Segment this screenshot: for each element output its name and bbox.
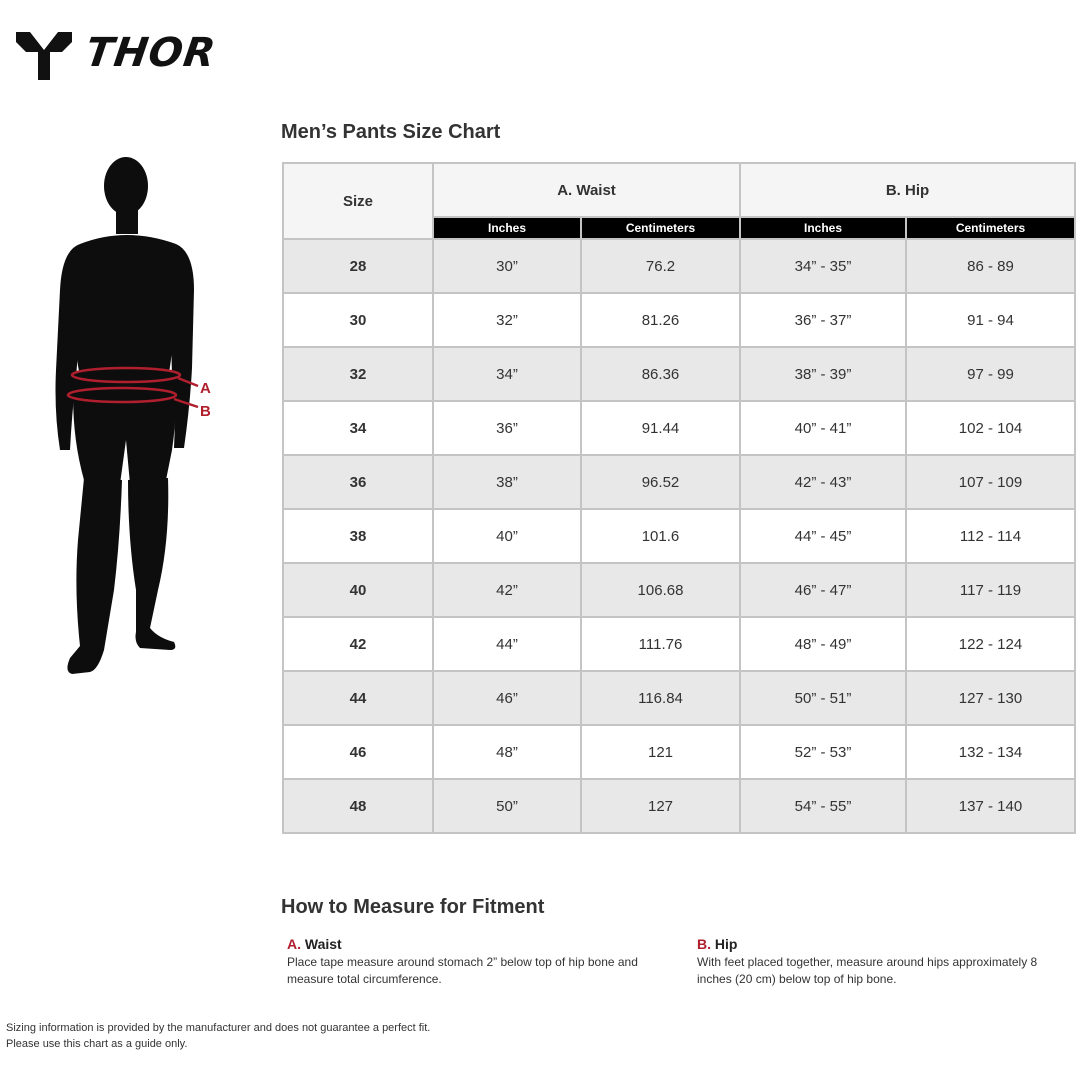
table-row	[283, 401, 1075, 455]
hip-cm-cell: 137 - 140	[906, 779, 1075, 833]
waist-name: Waist	[304, 936, 342, 952]
waist-inches-cell: 40”	[433, 509, 581, 563]
hip-cm-cell: 122 - 124	[906, 617, 1075, 671]
size-cell: 42	[283, 617, 433, 671]
waist-inches-cell: 48”	[433, 725, 581, 779]
hip-cm-cell: 102 - 104	[906, 401, 1075, 455]
hip-cm-cell: 112 - 114	[906, 509, 1075, 563]
waist-inches-cell: 50”	[433, 779, 581, 833]
waist-cm-cell: 111.76	[581, 617, 740, 671]
table-row	[283, 617, 1075, 671]
thor-logo	[14, 30, 219, 82]
waist-inches-cell: 42”	[433, 563, 581, 617]
header-waist: A. Waist	[433, 163, 740, 217]
hip-inches-cell: 46” - 47”	[740, 563, 906, 617]
size-cell: 38	[283, 509, 433, 563]
hip-heading	[697, 936, 1067, 952]
size-cell: 44	[283, 671, 433, 725]
brand-name: THOR	[82, 30, 219, 76]
waist-inches-cell: 44”	[433, 617, 581, 671]
chart-title: Men’s Pants Size Chart	[281, 121, 501, 143]
waist-cm-cell: 96.52	[581, 455, 740, 509]
header-waist-inches: Inches	[433, 217, 581, 239]
waist-cm-cell: 76.2	[581, 239, 740, 293]
hip-text: With feet placed together, measure around hips approximately 8 inches (20 cm) below top of hip bone.	[697, 955, 1038, 986]
size-table	[282, 162, 1076, 834]
waist-inches-cell: 34”	[433, 347, 581, 401]
label-a: A	[200, 380, 211, 397]
waist-inches-cell: 36”	[433, 401, 581, 455]
hip-inches-cell: 38” - 39”	[740, 347, 906, 401]
size-cell: 30	[283, 293, 433, 347]
table-row	[283, 293, 1075, 347]
waist-cm-cell: 116.84	[581, 671, 740, 725]
table-row	[283, 239, 1075, 293]
header-hip-centimeters: Centimeters	[906, 217, 1075, 239]
hip-inches-cell: 50” - 51”	[740, 671, 906, 725]
waist-cm-cell: 127	[581, 779, 740, 833]
waist-cm-cell: 121	[581, 725, 740, 779]
header-hip: B. Hip	[740, 163, 1075, 217]
waist-letter: A.	[287, 936, 301, 952]
hip-cm-cell: 132 - 134	[906, 725, 1075, 779]
body-silhouette	[40, 150, 240, 690]
hip-inches-cell: 44” - 45”	[740, 509, 906, 563]
waist-cm-cell: 101.6	[581, 509, 740, 563]
waist-inches-cell: 30”	[433, 239, 581, 293]
hip-cm-cell: 127 - 130	[906, 671, 1075, 725]
size-cell: 46	[283, 725, 433, 779]
hip-letter: B.	[697, 936, 711, 952]
thor-emblem-icon	[14, 30, 74, 82]
hip-inches-cell: 34” - 35”	[740, 239, 906, 293]
header-hip-inches: Inches	[740, 217, 906, 239]
waist-inches-cell: 32”	[433, 293, 581, 347]
disclaimer	[6, 1020, 430, 1052]
header-size: Size	[283, 163, 433, 239]
table-row	[283, 779, 1075, 833]
hip-cm-cell: 91 - 94	[906, 293, 1075, 347]
disclaimer-line-2: Please use this chart as a guide only.	[6, 1038, 188, 1050]
hip-inches-cell: 48” - 49”	[740, 617, 906, 671]
size-cell: 40	[283, 563, 433, 617]
table-row	[283, 725, 1075, 779]
waist-text: Place tape measure around stomach 2” below top of hip bone and measure total circumference.	[287, 955, 638, 986]
disclaimer-line-1: Sizing information is provided by the manufacturer and does not guarantee a perfect fit.	[6, 1022, 431, 1034]
header-waist-centimeters: Centimeters	[581, 217, 740, 239]
table-row	[283, 455, 1075, 509]
hip-inches-cell: 36” - 37”	[740, 293, 906, 347]
hip-cm-cell: 117 - 119	[906, 563, 1075, 617]
waist-inches-cell: 46”	[433, 671, 581, 725]
measure-title: How to Measure for Fitment	[281, 896, 545, 918]
size-cell: 34	[283, 401, 433, 455]
hip-cm-cell: 86 - 89	[906, 239, 1075, 293]
hip-inches-cell: 54” - 55”	[740, 779, 906, 833]
waist-cm-cell: 81.26	[581, 293, 740, 347]
size-cell: 36	[283, 455, 433, 509]
size-cell: 48	[283, 779, 433, 833]
hip-inches-cell: 52” - 53”	[740, 725, 906, 779]
hip-instructions	[697, 936, 1067, 988]
waist-heading	[287, 936, 657, 952]
hip-inches-cell: 42” - 43”	[740, 455, 906, 509]
waist-instructions	[287, 936, 657, 988]
waist-cm-cell: 106.68	[581, 563, 740, 617]
hip-cm-cell: 107 - 109	[906, 455, 1075, 509]
table-row	[283, 563, 1075, 617]
waist-cm-cell: 91.44	[581, 401, 740, 455]
label-b: B	[200, 403, 211, 420]
hip-inches-cell: 40” - 41”	[740, 401, 906, 455]
hip-name: Hip	[714, 936, 738, 952]
waist-inches-cell: 38”	[433, 455, 581, 509]
size-cell: 32	[283, 347, 433, 401]
table-row	[283, 671, 1075, 725]
hip-cm-cell: 97 - 99	[906, 347, 1075, 401]
table-row	[283, 347, 1075, 401]
waist-cm-cell: 86.36	[581, 347, 740, 401]
table-row	[283, 509, 1075, 563]
size-cell: 28	[283, 239, 433, 293]
